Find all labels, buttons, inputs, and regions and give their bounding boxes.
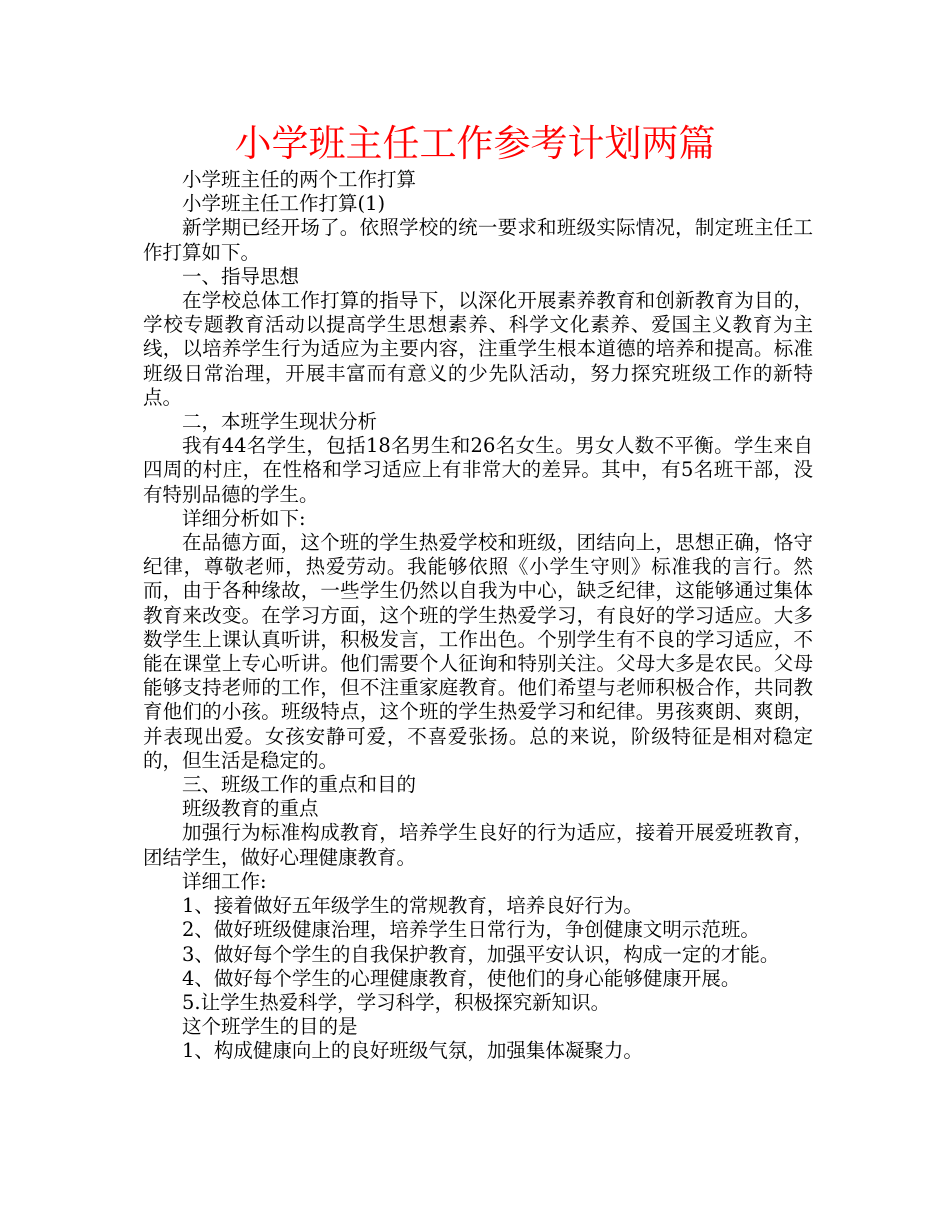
paragraph: 小学班主任的两个工作打算	[182, 168, 417, 191]
paragraph: 在品德方面，这个班的学生热爱学校和班级，团结向上，思想正确，恪守纪律，尊敬老师，热爱劳动。我能够依照《小学生守则》标准我的言行。然而，由于各种缘故，一些学生仍然以自我为中心，缺乏纪律，这能够通过集体教育来改变。在学习方面，这个班的学生热爱学习，有良好的学习适应。大多数学生上课认真听讲，积极发言，工作出色。个别学生有不良的学习适应，不能在课堂上专心听讲。他们需要个人征询和特别关注。父母大多是农民。父母能够支持老师的工作，但不注重家庭教育。他们希望与老师积极合作，共同教育他们的小孩。班级特点，这个班的学生热爱学习和纪律。男孩爽朗、爽朗，并表现出爱。女孩安静可爱，不喜爱张扬。总的来说，阶级特征是相对稳定的，但生活是稳定的。	[143, 531, 813, 772]
paragraph: 详细分析如下:	[182, 506, 306, 530]
list-item: 1、构成健康向上的良好班级气氛，加强集体凝聚力。	[182, 1039, 643, 1063]
list-item: 1、接着做好五年级学生的常规教育，培养良好行为。	[182, 894, 643, 918]
paragraph: 详细工作:	[182, 869, 267, 893]
list-item: 3、做好每个学生的自我保护教育，加强平安认识，构成一定的才能。	[182, 942, 780, 966]
paragraph: 小学班主任工作打算(1)	[182, 192, 386, 216]
list-item: 5.让学生热爱科学，学习科学，积极探究新知识。	[182, 990, 611, 1014]
paragraph: 在学校总体工作打算的指导下，以深化开展素养教育和创新教育为目的，学校专题教育活动以提高学生思想素养、科学文化素养、爱国主义教育为主线，以培养学生行为适应为主要内容，注重学生根本道德的培养和提高。标准班级日常治理，开展丰富而有意义的少先队活动，努力探究班级工作的新特点。	[143, 289, 813, 409]
document-body	[143, 168, 813, 1064]
list-item: 2、做好班级健康治理，培养学生日常行为，争创健康文明示范班。	[182, 918, 760, 942]
paragraph: 我有44名学生，包括18名男生和26名女生。男女人数不平衡。学生来自四周的村庄，在性格和学习适应上有非常大的差异。其中，有5名班干部，没有特别品德的学生。	[143, 434, 813, 506]
document-title: 小学班主任工作参考计划两篇	[234, 122, 716, 165]
paragraph: 班级教育的重点	[182, 797, 319, 821]
section-heading: 二，本班学生现状分析	[182, 410, 378, 434]
section-heading: 一、指导思想	[182, 264, 300, 288]
paragraph: 新学期已经开场了。依照学校的统一要求和班级实际情况，制定班主任工作打算如下。	[143, 216, 813, 264]
paragraph: 这个班学生的目的是	[182, 1015, 358, 1039]
section-heading: 三、班级工作的重点和目的	[182, 773, 417, 797]
paragraph: 加强行为标准构成教育，培养学生良好的行为适应，接着开展爱班教育，团结学生，做好心理健康教育。	[143, 821, 813, 869]
list-item: 4、做好每个学生的心理健康教育，使他们的身心能够健康开展。	[182, 966, 741, 990]
